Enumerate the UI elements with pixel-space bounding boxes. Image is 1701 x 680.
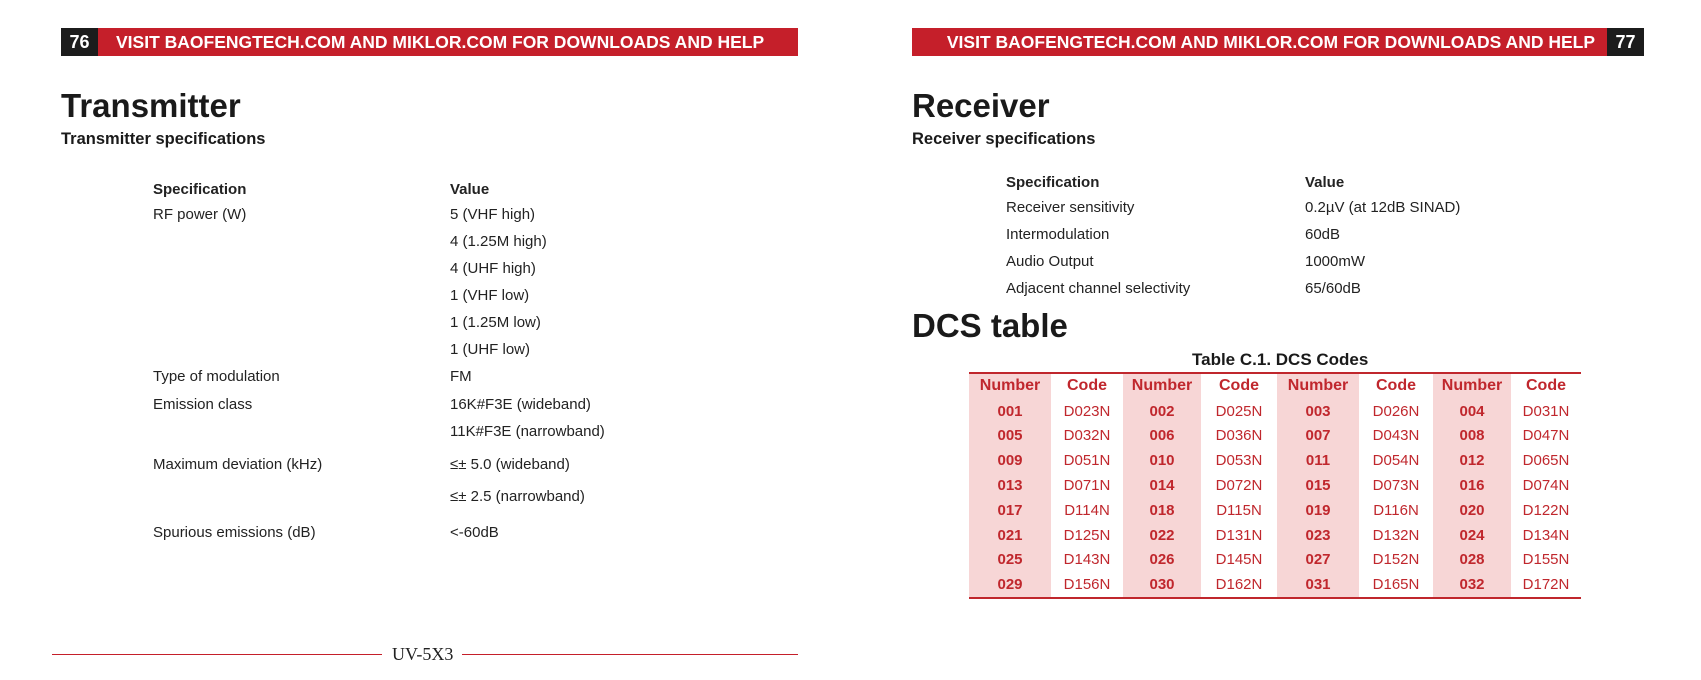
page-header-bar	[61, 28, 798, 56]
table-cell-code: D043N	[1372, 427, 1420, 445]
spec-value: 4 (1.25M high)	[450, 233, 547, 250]
header-text: VISIT BAOFENGTECH.COM AND MIKLOR.COM FOR DOWNLOADS AND HELP	[116, 32, 765, 52]
table-cell-number: 028	[1433, 548, 1511, 573]
footer-rule	[52, 654, 382, 655]
table-cell-number: 020	[1433, 498, 1511, 523]
spec-value: 65/60dB	[1305, 280, 1361, 297]
table-cell-code: D053N	[1215, 452, 1263, 470]
table-header-cell: Code	[1051, 373, 1123, 399]
table-cell-code: D116N	[1373, 501, 1419, 519]
table-cell-code: D026N	[1372, 402, 1420, 420]
table-cell-number: 022	[1123, 523, 1201, 548]
section-title: Transmitter	[61, 87, 241, 124]
table-cell-number: 008	[1433, 424, 1511, 449]
spec-value: 11K#F3E (narrowband)	[450, 423, 605, 440]
table-cell-number: 005	[969, 424, 1051, 449]
table-cell-code: D115N	[1216, 501, 1262, 519]
header-text: VISIT BAOFENGTECH.COM AND MIKLOR.COM FOR DOWNLOADS AND HELP	[946, 32, 1595, 52]
spec-value: <-60dB	[450, 524, 499, 541]
table-cell-code: D051N	[1063, 452, 1111, 470]
table-row	[969, 448, 1581, 473]
table-header-cell: Code	[1511, 373, 1581, 399]
table-cell-number: 011	[1277, 448, 1359, 473]
spec-name: Audio Output	[1006, 253, 1094, 270]
table-cell-number: 009	[969, 448, 1051, 473]
table-header-cell: Number	[969, 373, 1051, 399]
table-row	[969, 548, 1581, 573]
spec-value: ≤± 2.5 (narrowband)	[450, 488, 585, 505]
table-row	[969, 523, 1581, 548]
spec-value: 16K#F3E (wideband)	[450, 396, 591, 413]
table-cell-code: D023N	[1063, 402, 1111, 420]
table-cell-code: D071N	[1063, 477, 1111, 495]
table-row	[969, 424, 1581, 449]
table-cell-code: D122N	[1522, 501, 1570, 519]
spec-value: 60dB	[1305, 226, 1341, 243]
spec-column-header: Specification	[153, 181, 247, 198]
page-header-bar	[912, 28, 1644, 56]
table-row	[969, 473, 1581, 498]
section-subtitle: Receiver specifications	[912, 130, 1096, 148]
spec-value: 1000mW	[1305, 253, 1366, 270]
table-cell-number: 027	[1277, 548, 1359, 573]
table-cell-code: D032N	[1063, 427, 1111, 445]
table-cell-number: 010	[1123, 448, 1201, 473]
table-row	[969, 572, 1581, 598]
spec-name: Type of modulation	[153, 368, 280, 385]
table-header-cell: Code	[1359, 373, 1433, 399]
table-header-cell: Number	[1123, 373, 1201, 399]
spec-column-header: Specification	[1006, 174, 1100, 191]
table-cell-code: D114N	[1064, 501, 1110, 519]
table-cell-code: D172N	[1511, 572, 1581, 598]
table-cell-code: D155N	[1522, 551, 1570, 569]
table-cell-number: 001	[969, 399, 1051, 424]
table-cell-number: 013	[969, 473, 1051, 498]
spec-value: 1 (1.25M low)	[450, 314, 541, 331]
table-cell-number: 003	[1277, 399, 1359, 424]
table-caption: Table C.1. DCS Codes	[1192, 350, 1369, 369]
spec-value: 1 (VHF low)	[450, 287, 530, 304]
dcs-codes-table	[969, 372, 1581, 599]
table-cell-number: 026	[1123, 548, 1201, 573]
table-cell-code: D031N	[1522, 402, 1570, 420]
table-cell-number: 031	[1277, 572, 1359, 598]
table-cell-number: 014	[1123, 473, 1201, 498]
table-cell-code: D162N	[1201, 572, 1277, 598]
table-cell-number: 007	[1277, 424, 1359, 449]
spec-name: Spurious emissions (dB)	[153, 524, 316, 541]
spec-value: 5 (VHF high)	[450, 206, 536, 223]
table-cell-code: D125N	[1063, 526, 1111, 544]
table-cell-code: D072N	[1215, 477, 1263, 495]
table-cell-code: D036N	[1215, 427, 1263, 445]
page-number: 76	[61, 28, 98, 56]
table-cell-code: D073N	[1372, 477, 1420, 495]
spec-value: 4 (UHF high)	[450, 260, 536, 277]
dcs-section-title: DCS table	[912, 307, 1068, 344]
table-header-cell: Number	[1433, 373, 1511, 399]
spec-name: RF power (W)	[153, 206, 247, 223]
table-cell-code: D152N	[1372, 551, 1420, 569]
table-cell-number: 017	[969, 498, 1051, 523]
spec-name: Receiver sensitivity	[1006, 199, 1135, 216]
value-column-header: Value	[1305, 174, 1345, 191]
table-cell-number: 015	[1277, 473, 1359, 498]
table-cell-code: D065N	[1522, 452, 1570, 470]
table-cell-number: 004	[1433, 399, 1511, 424]
table-cell-code: D131N	[1215, 526, 1263, 544]
table-cell-number: 030	[1123, 572, 1201, 598]
spec-name: Intermodulation	[1006, 226, 1110, 243]
table-cell-number: 016	[1433, 473, 1511, 498]
table-cell-code: D134N	[1522, 526, 1570, 544]
table-cell-code: D025N	[1215, 402, 1263, 420]
spec-name: Adjacent channel selectivity	[1006, 280, 1191, 297]
table-cell-number: 024	[1433, 523, 1511, 548]
table-header-cell: Code	[1201, 373, 1277, 399]
value-column-header: Value	[450, 181, 490, 198]
page-number: 77	[1607, 28, 1644, 56]
table-cell-number: 021	[969, 523, 1051, 548]
table-cell-number: 002	[1123, 399, 1201, 424]
table-row	[969, 399, 1581, 424]
table-cell-code: D047N	[1522, 427, 1570, 445]
table-cell-code: D165N	[1359, 572, 1433, 598]
spec-name: Maximum deviation (kHz)	[153, 456, 323, 473]
spec-value: 1 (UHF low)	[450, 341, 531, 358]
table-cell-number: 029	[969, 572, 1051, 598]
spec-value: FM	[450, 368, 472, 385]
spec-name: Emission class	[153, 396, 253, 413]
table-cell-number: 023	[1277, 523, 1359, 548]
spec-value: 0.2µV (at 12dB SINAD)	[1305, 199, 1461, 216]
section-subtitle: Transmitter specifications	[61, 130, 266, 148]
table-cell-number: 018	[1123, 498, 1201, 523]
table-row	[969, 498, 1581, 523]
table-cell-code: D074N	[1522, 477, 1570, 495]
footer-model: UV-5X3	[392, 644, 454, 664]
table-header-cell: Number	[1277, 373, 1359, 399]
spec-value: ≤± 5.0 (wideband)	[450, 456, 570, 473]
table-cell-code: D054N	[1372, 452, 1420, 470]
table-cell-number: 032	[1433, 572, 1511, 598]
table-cell-number: 025	[969, 548, 1051, 573]
section-title: Receiver	[912, 87, 1050, 124]
footer-rule	[462, 654, 798, 655]
table-cell-number: 012	[1433, 448, 1511, 473]
table-cell-code: D132N	[1372, 526, 1420, 544]
table-cell-number: 019	[1277, 498, 1359, 523]
table-cell-code: D156N	[1051, 572, 1123, 598]
table-cell-code: D143N	[1063, 551, 1111, 569]
table-cell-code: D145N	[1215, 551, 1263, 569]
table-cell-number: 006	[1123, 424, 1201, 449]
